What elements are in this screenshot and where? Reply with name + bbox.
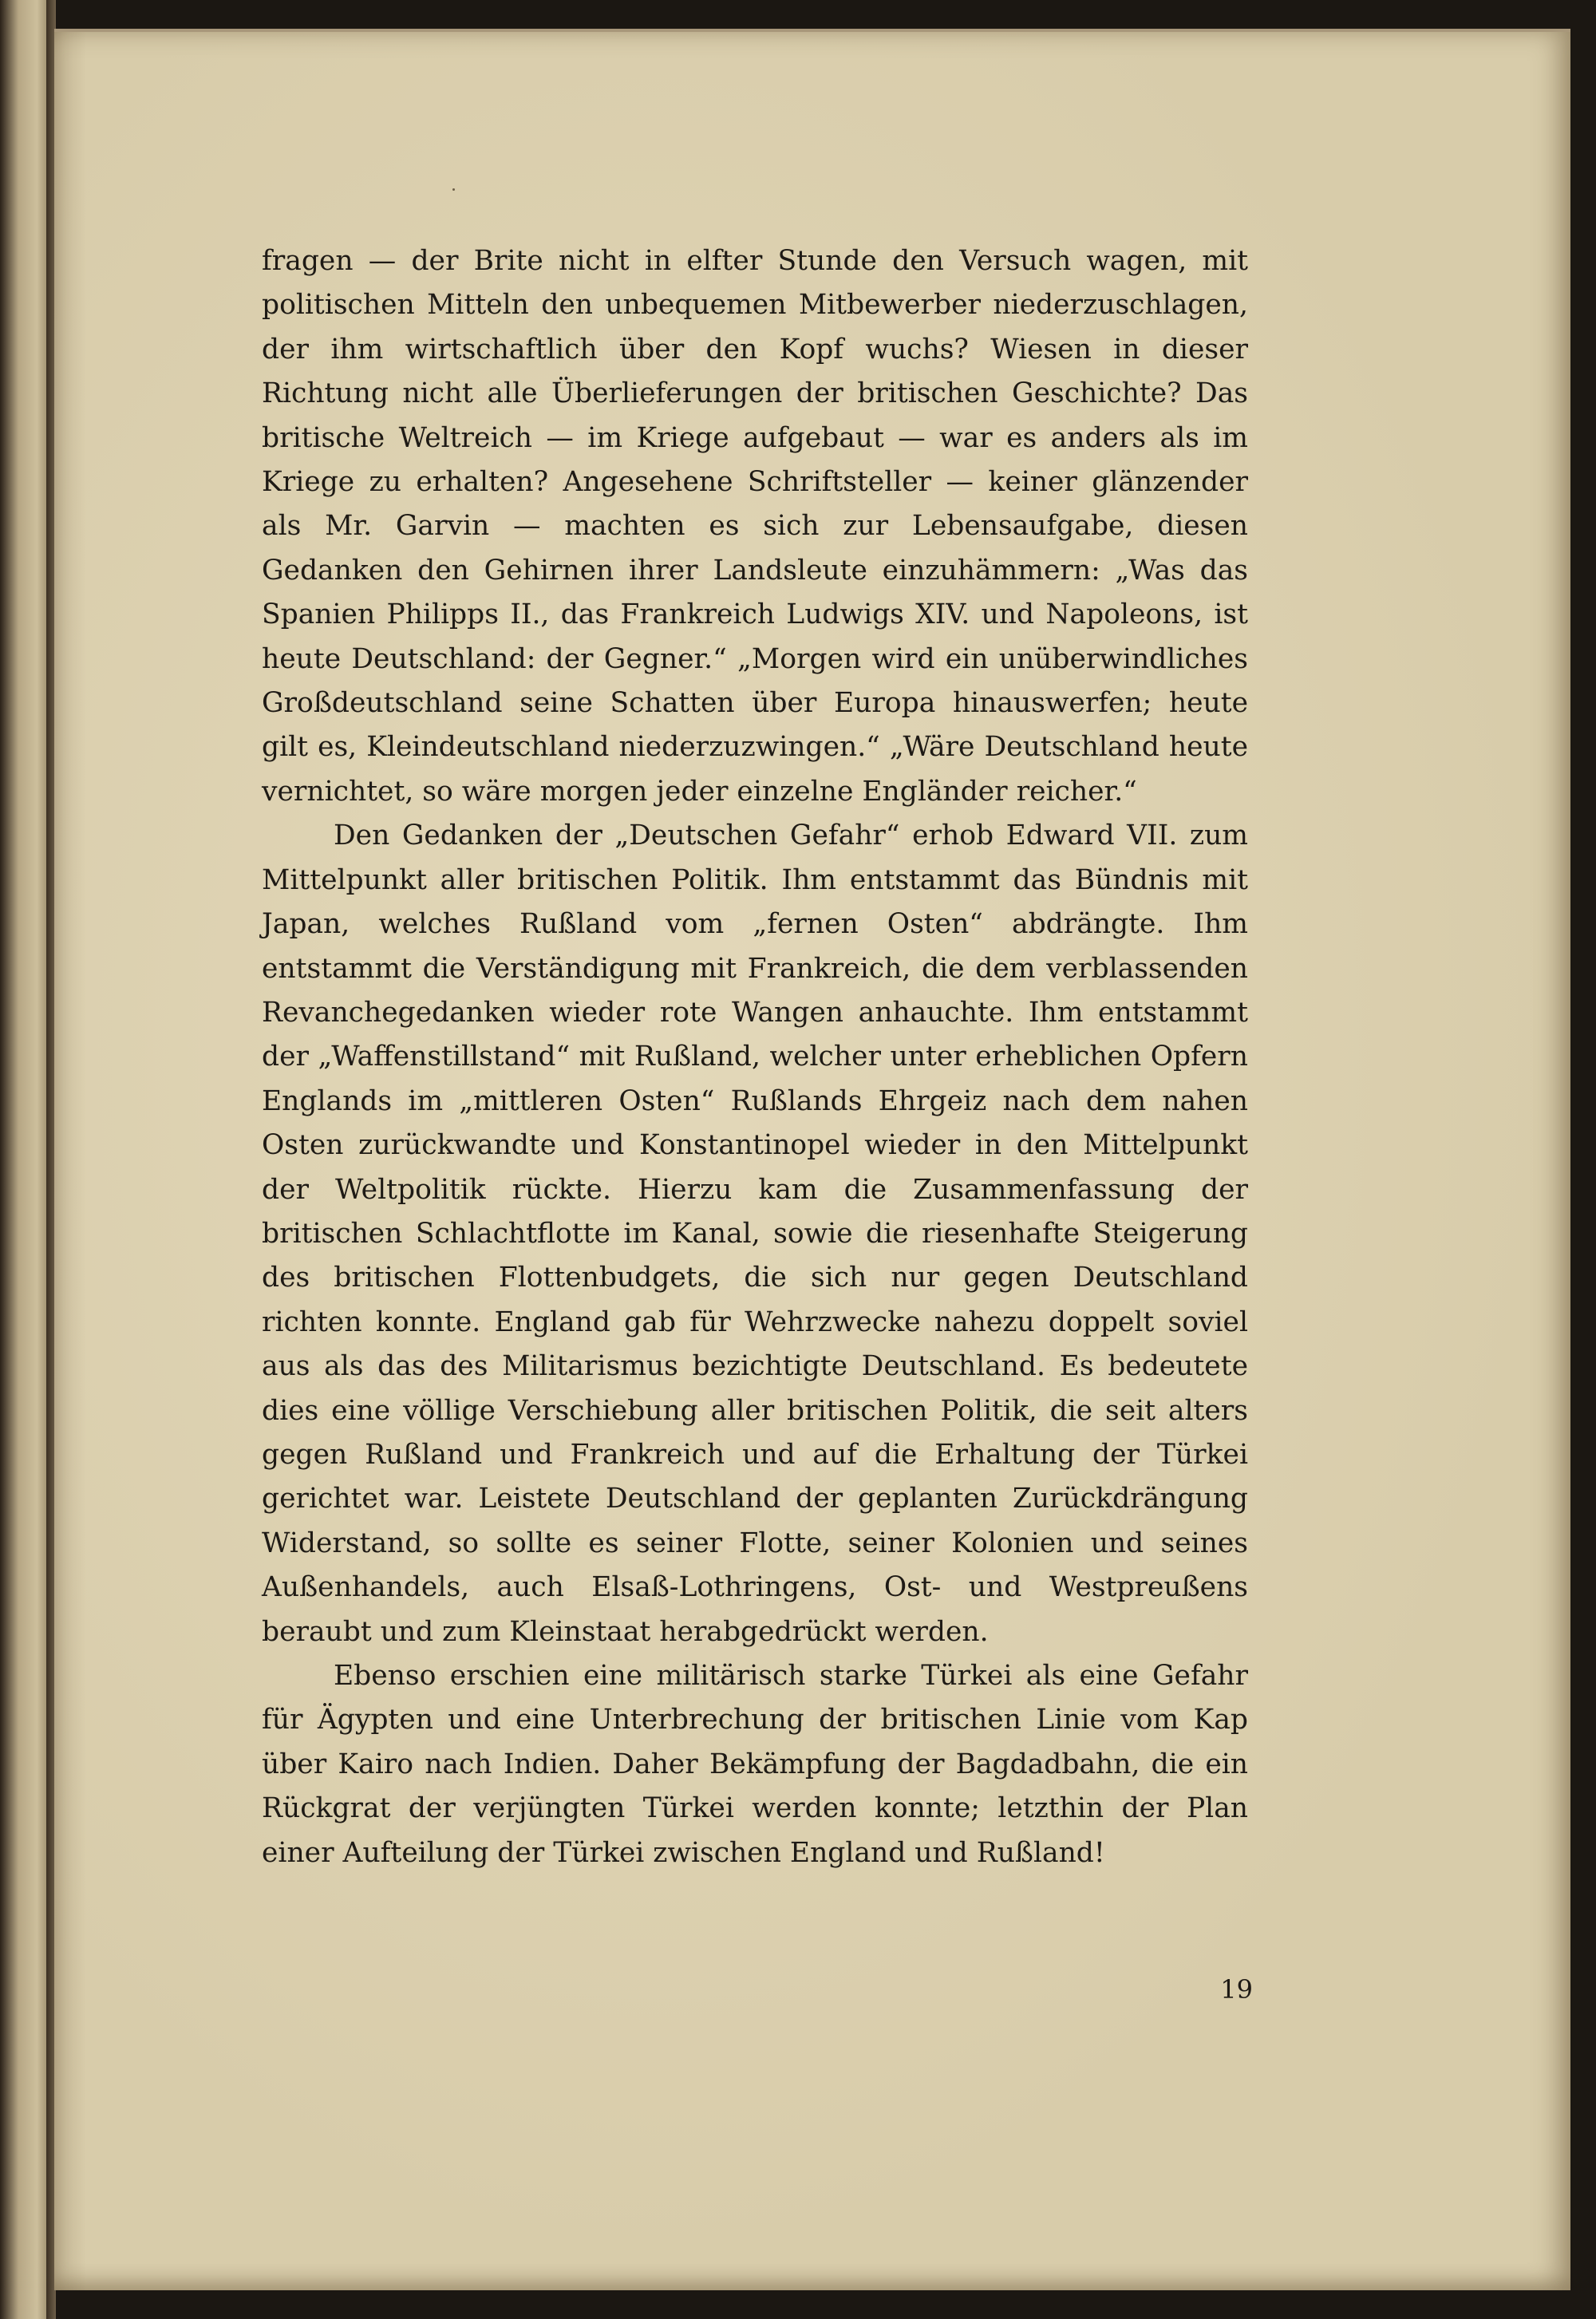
- paper-speck: [452, 188, 455, 191]
- body-text: [262, 239, 1248, 1875]
- paragraph-2: Den Gedanken der „Deutschen Gefahr“ erhob Edward VII. zum Mittelpunkt aller britischen Politik. Ihm entstammt das Bündnis mit Japan, welches Rußland vom „fernen Osten“ abdrängte. Ihm entstammt die Verständigung mit Frankreich, die dem verblassenden Revanchegedanken wieder rote Wangen anhauchte. Ihm entstammt der „Waffenstillstand“ mit Rußland, welcher unter erheblichen Opfern Englands im „mittleren Osten“ Rußlands Ehrgeiz nach dem nahen Osten zurückwandte und Konstantinopel wieder in den Mittelpunkt der Weltpolitik rückte. Hierzu kam die Zusammenfassung der britischen Schlachtflotte im Kanal, sowie die riesenhafte Steigerung des britischen Flottenbudgets, die sich nur gegen Deutschland richten konnte. England gab für Wehrzwecke nahezu doppelt soviel aus als das des Militarismus bezichtigte Deutschland. Es bedeutete dies eine völlige Verschiebung aller britischen Politik, die seit alters gegen Rußland und Frankreich und auf die Erhaltung der Türkei gerichtet war. Leistete Deutschland der geplanten Zurückdrängung Widerstand, so sollte es seiner Flotte, seiner Kolonien und seines Außenhandels, auch Elsaß-Lothringens, Ost- und Westpreußens beraubt und zum Kleinstaat herabgedrückt werden.: [262, 820, 1248, 1648]
- facing-page-edge: [0, 0, 53, 2319]
- paragraph-3: Ebenso erschien eine militärisch starke Türkei als eine Gefahr für Ägypten und eine Unterbrechung der britischen Linie vom Kap über Kairo nach Indien. Daher Bekämpfung der Bagdadbahn, die ein Rückgrat der verjüngten Türkei werden konnte; letzthin der Plan einer Aufteilung der Türkei zwischen England und Rußland!: [262, 1660, 1248, 1869]
- page-number: 19: [1220, 1974, 1253, 2005]
- paragraph-1: fragen — der Brite nicht in elfter Stunde den Versuch wagen, mit politischen Mitteln den unbequemen Mitbewerber niederzuschlagen, der ihm wirtschaftlich über den Kopf wuchs? Wiesen in dieser Richtung nicht alle Überlieferungen der britischen Geschichte? Das britische Weltreich — im Kriege aufgebaut — war es anders als im Kriege zu erhalten? Angesehene Schriftsteller — keiner glänzender als Mr. Garvin — machten es sich zur Lebensaufgabe, diesen Gedanken den Gehirnen ihrer Landsleute einzuhämmern: „Was das Spanien Philipps II., das Frankreich Ludwigs XIV. und Napoleons, ist heute Deutschland: der Gegner.“ „Morgen wird ein unüberwindliches Großdeutschland seine Schatten über Europa hinauswerfen; heute gilt es, Kleindeutschland niederzuzwingen.“ „Wäre Deutschland heute vernichtet, so wäre morgen jeder einzelne Engländer reicher.“: [262, 245, 1248, 808]
